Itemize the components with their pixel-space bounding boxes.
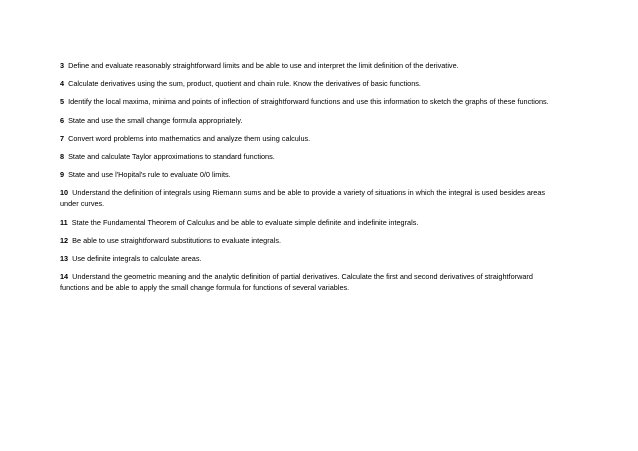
outcome-text: Understand the geometric meaning and the analytic definition of partial derivatives. Calculate the first and second derivatives of straightforward functions and be able to apply the small change formula for functions of several variables. bbox=[60, 272, 533, 293]
outcome-number: 7 bbox=[60, 133, 65, 143]
learning-outcome-3 bbox=[60, 60, 560, 71]
outcome-number: 10 bbox=[60, 188, 69, 198]
outcome-text: Understand the definition of integrals using Riemann sums and be able to provide a variety of situations in which the integral is used besides areas under curves. bbox=[60, 188, 546, 209]
outcome-number: 4 bbox=[60, 79, 65, 89]
learning-outcome-9 bbox=[60, 169, 560, 180]
outcome-number: 9 bbox=[60, 170, 65, 180]
outcome-number: 14 bbox=[60, 272, 69, 282]
outcome-number: 13 bbox=[60, 253, 69, 263]
learning-outcome-8 bbox=[60, 151, 560, 162]
outcome-text: Be able to use straightforward substitutions to evaluate integrals. bbox=[72, 235, 282, 245]
learning-outcome-13 bbox=[60, 253, 560, 264]
learning-outcome-5 bbox=[60, 96, 560, 107]
outcome-text: State and use l'Hopital's rule to evaluate 0/0 limits. bbox=[68, 170, 231, 180]
outcome-text: Identify the local maxima, minima and points of inflection of straightforward functions and use this information to sketch the graphs of these functions. bbox=[68, 97, 549, 107]
outcome-number: 12 bbox=[60, 235, 69, 245]
outcome-number: 3 bbox=[60, 61, 65, 70]
learning-outcome-12 bbox=[60, 235, 560, 246]
learning-outcome-7 bbox=[60, 133, 560, 144]
outcome-text: Use definite integrals to calculate areas. bbox=[72, 253, 202, 263]
learning-outcome-4 bbox=[60, 78, 560, 89]
learning-outcome-6 bbox=[60, 115, 560, 126]
outcome-number: 8 bbox=[60, 151, 65, 161]
learning-outcome-11 bbox=[60, 217, 560, 228]
document-page bbox=[60, 60, 560, 300]
learning-outcome-10 bbox=[60, 187, 560, 209]
outcome-text: State and use the small change formula appropriately. bbox=[68, 115, 243, 125]
outcome-number: 11 bbox=[60, 217, 68, 227]
outcome-text: Calculate derivatives using the sum, product, quotient and chain rule. Know the derivatives of basic functions. bbox=[68, 79, 421, 89]
outcome-number: 6 bbox=[60, 115, 65, 125]
learning-outcome-14 bbox=[60, 271, 560, 293]
outcome-text: State the Fundamental Theorem of Calculus and be able to evaluate simple definite and indefinite integrals. bbox=[71, 217, 419, 227]
outcome-text: Convert word problems into mathematics and analyze them using calculus. bbox=[68, 133, 311, 143]
outcome-text: State and calculate Taylor approximations to standard functions. bbox=[68, 151, 275, 161]
outcome-number: 5 bbox=[60, 97, 65, 107]
outcome-text: Define and evaluate reasonably straightforward limits and be able to use and interpret the limit definition of the derivative. bbox=[68, 61, 459, 70]
